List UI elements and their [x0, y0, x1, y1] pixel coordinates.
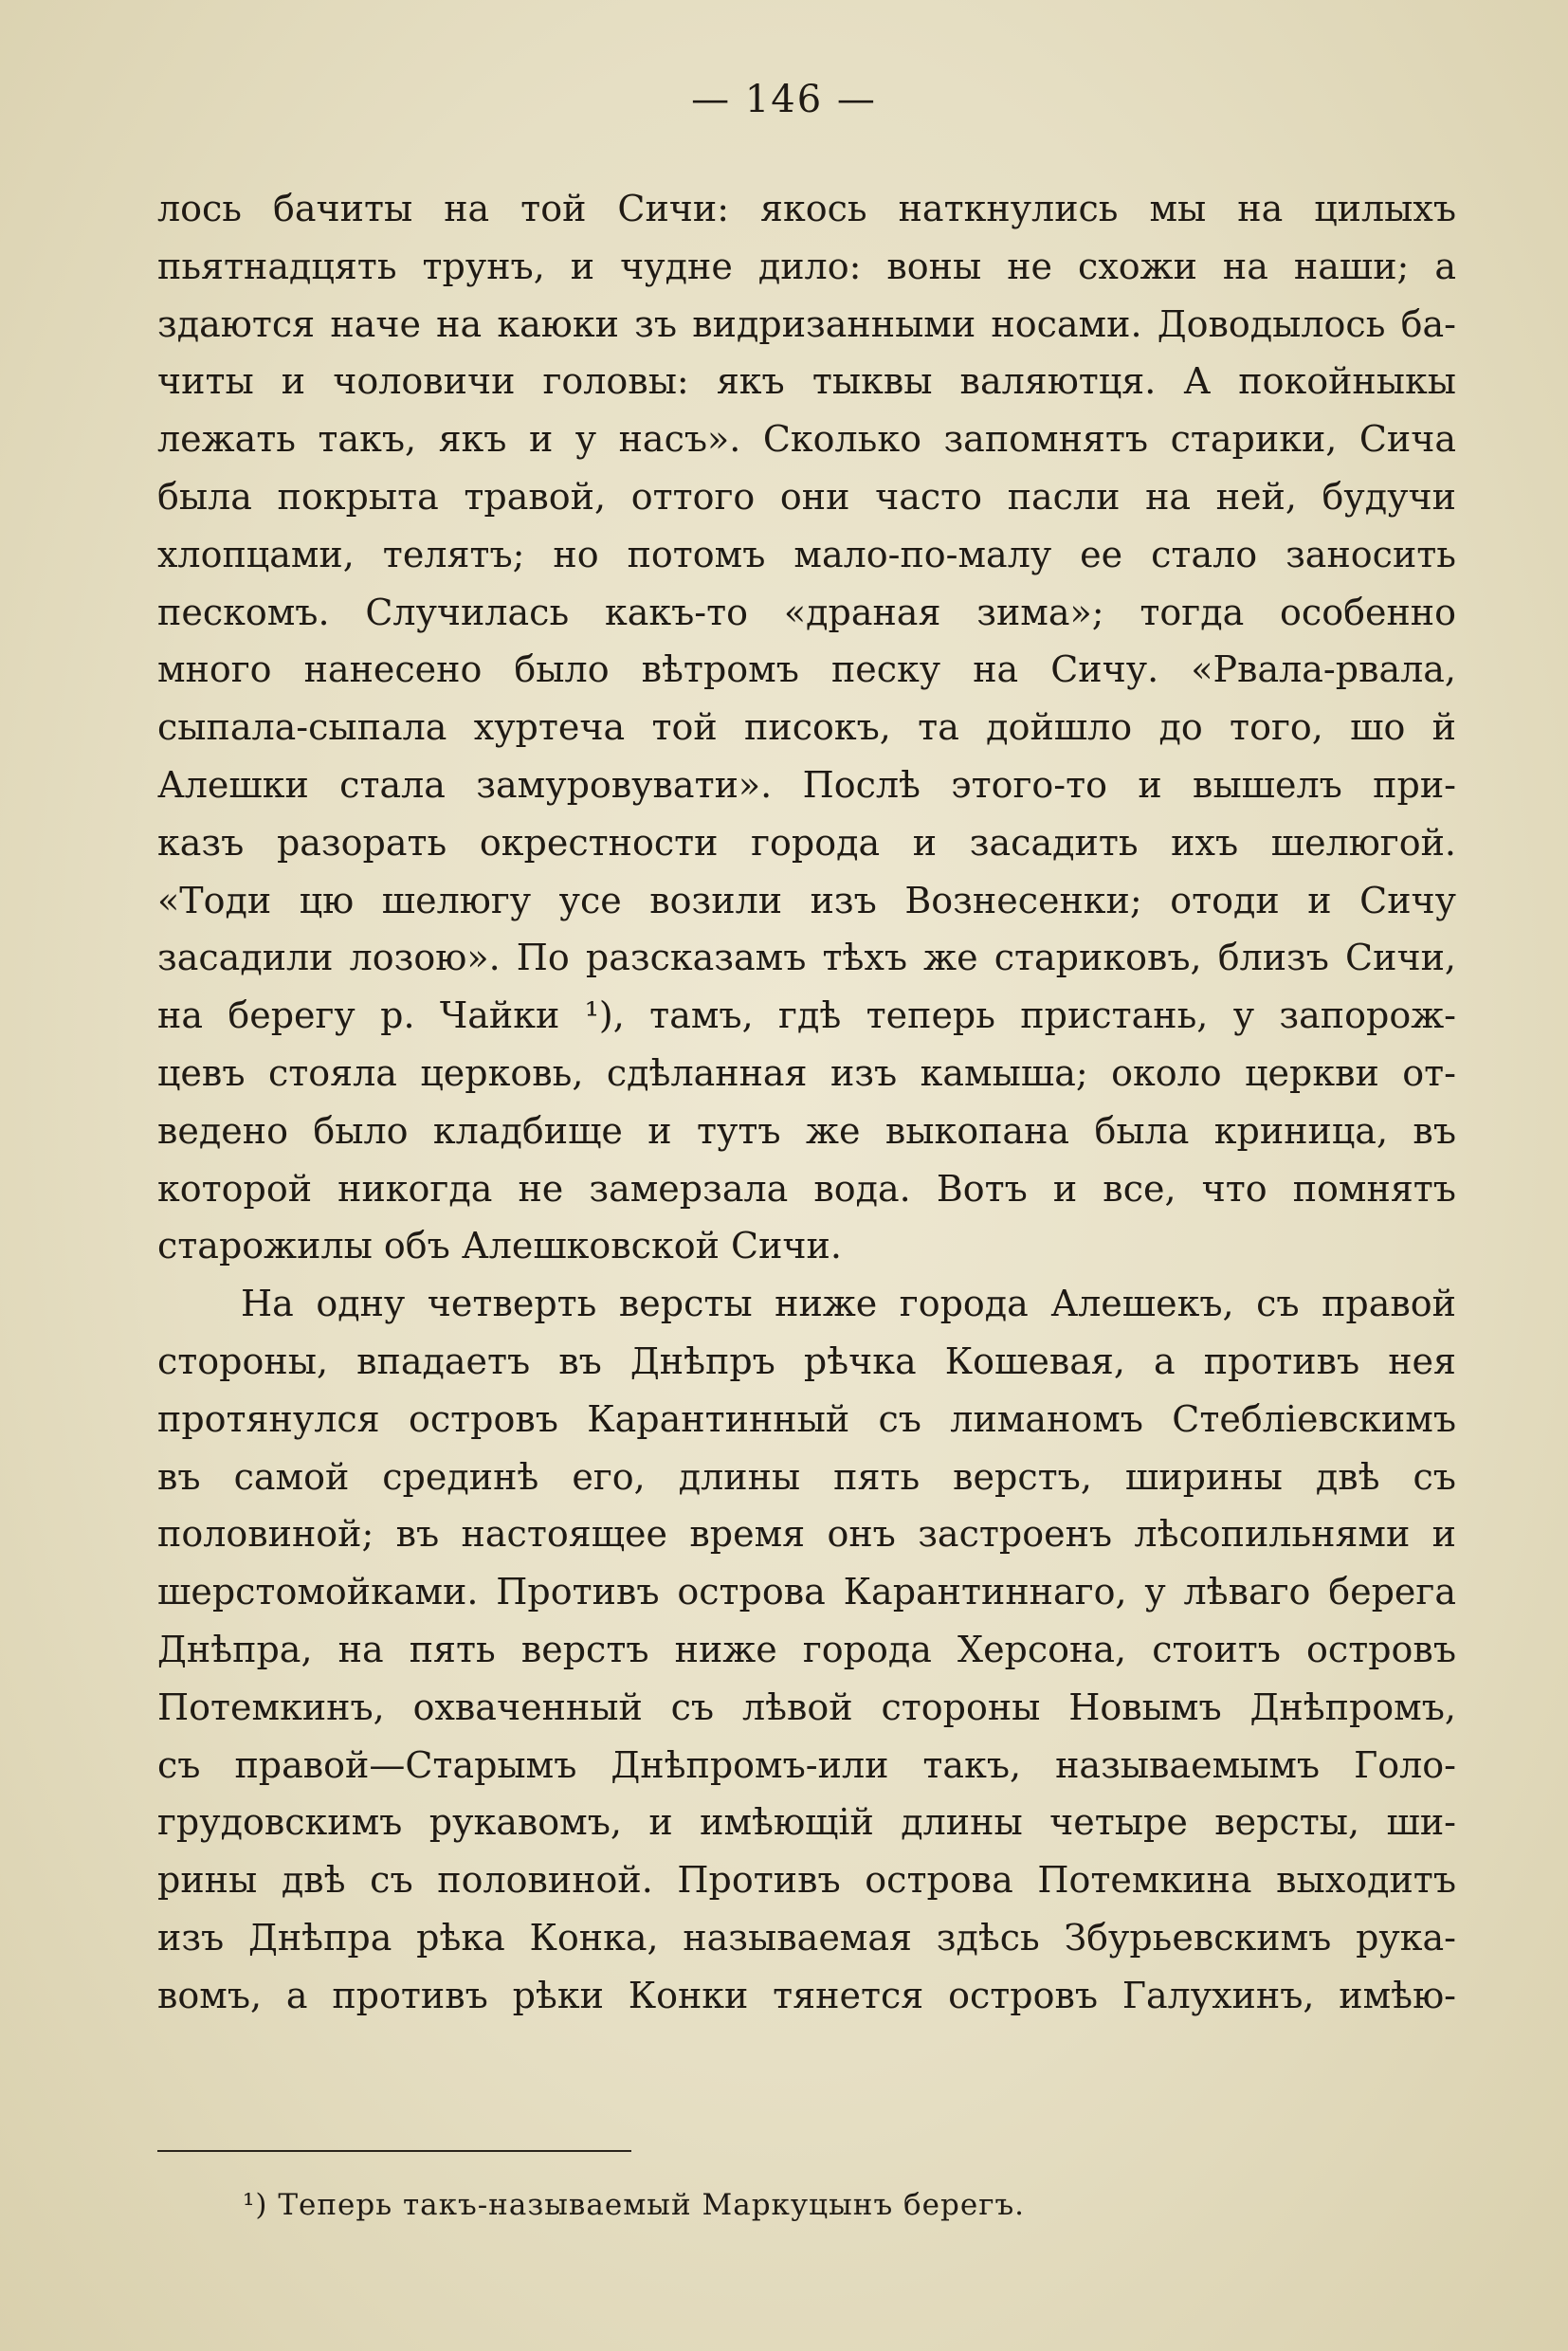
text-line: много нанесено было вѣтромъ песку на Сичу. «Рвала-рвала,	[157, 648, 1456, 691]
text-line: въ самой срединѣ его, длины пять верстъ, ширины двѣ съ	[157, 1455, 1456, 1498]
text-line: хлопцами, телятъ; но потомъ мало-по-малу ее стало заносить	[157, 533, 1456, 575]
text-line: старожилы объ Алешковской Сичи.	[157, 1225, 842, 1267]
text-line: сыпала-сыпала хуртеча той писокъ, та дойшло до того, шо й	[157, 706, 1456, 749]
text-line: «Тоди цю шелюгу усе возили изъ Вознесенки; отоди и Сичу	[157, 879, 1456, 921]
text-line: Днѣпра, на пять верстъ ниже города Херсона, стоитъ островъ	[157, 1628, 1456, 1670]
text-line: шерстомойками. Противъ острова Карантиннаго, у лѣваго берега	[157, 1571, 1456, 1613]
body-text	[157, 180, 1456, 2025]
page-number: — 146 —	[691, 78, 877, 121]
text-line: цевъ стояла церковь, сдѣланная изъ камыша; около церкви от-	[157, 1051, 1456, 1094]
footnote-divider	[157, 2150, 631, 2152]
text-line: лежать такъ, якъ и у насъ». Сколько запомнятъ старики, Сича	[157, 418, 1456, 461]
text-line: казъ разорать окрестности города и засадить ихъ шелюгой.	[157, 821, 1456, 864]
footnote: ¹) Теперь такъ-называемый Маркуцынъ берегъ.	[243, 2188, 1026, 2222]
text-line: пескомъ. Случилась какъ-то «драная зима»; тогда особенно	[157, 591, 1456, 633]
text-line: была покрыта травой, оттого они часто пасли на ней, будучи	[157, 475, 1456, 518]
text-line: лось бачиты на той Сичи: якось наткнулись мы на цилыхъ	[157, 188, 1456, 229]
text-line: протянулся островъ Карантинный съ лиманомъ Стеблiевскимъ	[157, 1397, 1456, 1440]
paragraph-2	[157, 1275, 1456, 2024]
text-line: здаются наче на каюки зъ видризанными носами. Доводылось ба-	[157, 302, 1456, 345]
text-line: грудовскимъ рукавомъ, и имѣющiй длины четыре версты, ши-	[157, 1801, 1456, 1844]
text-line: засадили лозою». По разсказамъ тѣхъ же стариковъ, близъ Сичи,	[157, 937, 1456, 979]
text-line: вомъ, а противъ рѣки Конки тянется островъ Галухинъ, имѣю-	[157, 1974, 1456, 2016]
paragraph-1	[157, 180, 1456, 1275]
text-line: пьятнадцять трунъ, и чудне дило: воны не схожи на наши; а	[157, 245, 1456, 287]
text-line: рины двѣ съ половиной. Противъ острова Потемкина выходитъ	[157, 1859, 1456, 1902]
text-line: На одну четверть версты ниже города Алешекъ, съ правой	[241, 1283, 1456, 1325]
text-line: Потемкинъ, охваченный съ лѣвой стороны Новымъ Днѣпромъ,	[157, 1686, 1456, 1728]
text-line: ведено было кладбище и тутъ же выкопана была криница, въ	[157, 1109, 1456, 1152]
text-line: Алешки стала замуровувати». Послѣ этого-то и вышелъ при-	[157, 763, 1456, 806]
text-line: изъ Днѣпра рѣка Конка, называемая здѣсь Збурьевскимъ рука-	[157, 1916, 1456, 1959]
text-line: на берегу р. Чайки ¹), тамъ, гдѣ теперь пристань, у запорож-	[157, 994, 1456, 1037]
text-line: съ правой—Старымъ Днѣпромъ-или такъ, называемымъ Голо-	[157, 1743, 1456, 1786]
text-line: половиной; въ настоящее время онъ застроенъ лѣсопильнями и	[157, 1513, 1456, 1556]
text-line: которой никогда не замерзала вода. Вотъ и все, что помнятъ	[157, 1167, 1456, 1210]
text-line: читы и чоловичи головы: якъ тыквы валяютця. А покойныкы	[157, 360, 1456, 403]
text-line: стороны, впадаетъ въ Днѣпръ рѣчка Кошевая, а противъ нея	[157, 1340, 1456, 1382]
